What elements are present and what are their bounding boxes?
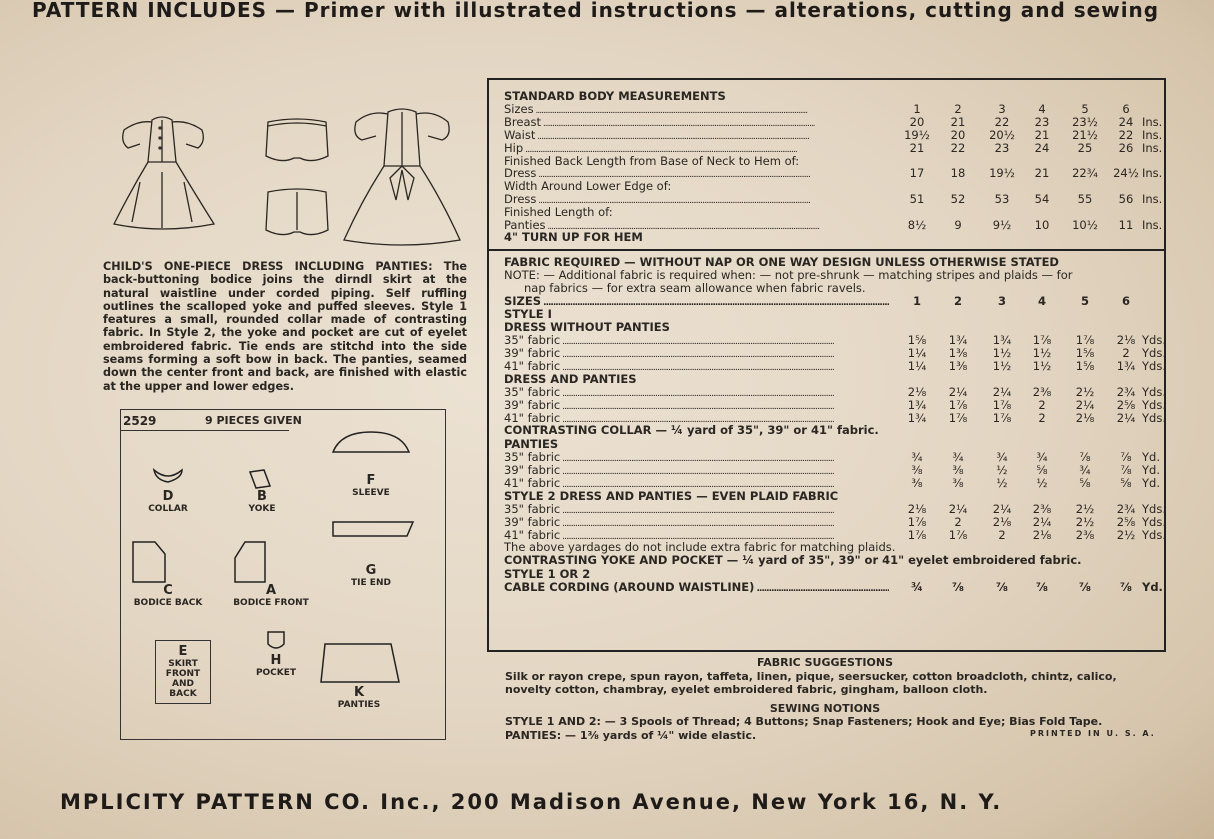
piece-letter: K [353,685,365,700]
size-1-value: 2⅛ [907,385,927,400]
table-note: nap fabrics — for extra seam allowance when fabric ravels. [524,280,866,295]
table-row [504,477,1164,490]
piece-name: POCKET [255,668,297,678]
size-5-value: 2½ [1075,514,1095,529]
size-3-value: ½ [996,475,1008,490]
size-2-value: 1⅜ [948,346,968,361]
piece-shape-icon [331,430,415,474]
size-6-value: ⅞ [1120,463,1132,478]
size-3-value: 1⅞ [992,410,1012,425]
size-2-value: 20 [950,127,966,142]
size-6-value: 26 [1118,140,1134,155]
table-row [504,451,1164,464]
pattern-piece-h [251,630,301,678]
size-4-value: ½ [1036,475,1048,490]
size-6-value: 24½ [1113,166,1139,181]
section-heading: STYLE 1 OR 2 [504,566,591,581]
row-label: 39" fabric ..... [504,464,889,479]
unit-label: Yd. [1142,580,1163,595]
size-2-value: 1⅞ [948,410,968,425]
piece-shape-icon [231,540,315,584]
size-4-value: 2⅜ [1032,385,1052,400]
table-row [504,347,1164,360]
size-4-value: 4 [1037,293,1046,308]
unit-label: Ins. [1142,217,1163,232]
size-6-value: 6 [1122,102,1130,117]
sewing-notions-title: SEWING NOTIONS [769,701,881,715]
table-row [504,581,1164,594]
size-2-value: 1⅞ [948,527,968,542]
table-row [504,295,1164,308]
size-6-value: 2¼ [1116,410,1136,425]
unit-label: Ins. [1142,140,1163,155]
table-row [504,142,1164,155]
size-4-value: 21 [1034,127,1050,142]
pattern-piece-a [231,540,311,608]
size-4-value: ¾ [1036,450,1048,465]
size-3-value: 53 [994,191,1010,206]
size-2-value: 21 [950,115,966,130]
table-row [504,129,1164,142]
size-6-value: 2¾ [1116,385,1136,400]
size-3-value: 1½ [992,346,1012,361]
row-label: 41" fabric ..... [504,477,889,492]
size-2-value: 2 [954,102,962,117]
size-1-value: 19½ [904,127,930,142]
size-6-value: ⅝ [1120,475,1132,490]
table-row [504,219,1164,232]
unit-label: Yds. [1142,397,1166,412]
size-6-value: 2⅝ [1116,514,1136,529]
size-1-value: 17 [909,166,925,181]
size-1-value: 1¼ [907,358,927,373]
size-5-value: ¾ [1079,463,1091,478]
table-note: The above yardages do not include extra fabric for matching plaids. [504,540,896,555]
fabric-suggestions-title: FABRIC SUGGESTIONS [756,656,894,669]
size-5-value: 1⅞ [1075,333,1095,348]
size-5-value: ⅝ [1079,475,1091,490]
size-3-value: ¾ [996,450,1008,465]
unit-label: Ins. [1142,115,1163,130]
size-1-value: 1⅞ [907,527,927,542]
size-6-value: 56 [1118,191,1134,206]
pattern-piece-g [331,520,411,588]
size-1-value: 1 [913,102,921,117]
size-5-value: 2¼ [1075,397,1095,412]
piece-letter: B [257,489,267,504]
row-label: 41" fabric ..... [504,529,889,544]
size-3-value: ½ [996,463,1008,478]
piece-name: PANTIES [337,700,381,710]
row-label: 39" fabric ..... [504,347,889,362]
size-5-value: 22¾ [1072,166,1098,181]
section-heading: PANTIES [504,436,559,451]
measurements-and-yardage-table [487,78,1166,652]
size-3-value: 2 [998,527,1006,542]
size-5-value: 1⅝ [1075,358,1095,373]
table-row [504,167,1164,180]
size-5-value: 5 [1081,102,1089,117]
size-1-value: 1⅝ [907,333,927,348]
size-2-value: ⅜ [952,463,964,478]
unit-label: Ins. [1142,127,1163,142]
piece-shape-icon [331,520,415,564]
size-2-value: 1⅞ [948,397,968,412]
pattern-piece-b [233,468,291,514]
unit-label: Yds. [1142,502,1166,517]
piece-letter: F [366,473,376,488]
size-3-value: 3 [997,293,1006,308]
section-heading: CONTRASTING YOKE AND POCKET — ¼ yard of 35", 39" or 41" eyelet embroidered fabric. [504,553,1082,568]
size-4-value: 1⅞ [1032,333,1052,348]
size-6-value: 11 [1118,217,1134,232]
size-6-value: 6 [1121,293,1130,308]
size-2-value: 22 [950,140,966,155]
unit-label: Ins. [1142,166,1163,181]
row-label: Panties ..... [504,219,889,234]
table-note: Width Around Lower Edge of: [504,179,672,194]
size-6-value: ⅞ [1120,580,1132,595]
row-label: 41" fabric ..... [504,360,889,375]
piece-letter: A [265,583,277,598]
size-1-value: ⅜ [911,463,923,478]
piece-letter: G [365,563,377,578]
size-6-value: ⅞ [1120,450,1132,465]
piece-name: SKIRT FRONT AND BACK [165,659,201,699]
table-row [504,386,1164,399]
size-5-value: ⅞ [1079,450,1091,465]
size-3-value: 23 [994,140,1010,155]
size-2-value: ⅜ [952,475,964,490]
section-heading: DRESS WITHOUT PANTIES [504,319,670,334]
size-3-value: 1⅞ [992,397,1012,412]
size-1-value: 1⅞ [907,514,927,529]
row-label: Dress ..... [504,167,889,182]
row-label: 41" fabric ..... [504,412,889,427]
size-4-value: 2 [1038,410,1046,425]
size-3-value: 3 [998,102,1006,117]
piece-name: BODICE BACK [133,598,203,608]
size-2-value: 2 [953,293,962,308]
size-4-value: ⅝ [1036,463,1048,478]
row-label: 39" fabric ..... [504,516,889,531]
unit-label: Ins. [1142,191,1163,206]
row-label: Sizes ..... [504,103,889,118]
piece-letter: E [178,644,188,659]
unit-label: Yds. [1142,527,1166,542]
size-1-value: 51 [909,191,925,206]
row-label: 35" fabric ..... [504,334,889,349]
size-6-value: 2⅛ [1116,333,1136,348]
unit-label: Yds. [1142,358,1166,373]
unit-label: Yds. [1142,346,1166,361]
size-4-value: 4 [1038,102,1046,117]
table-row [504,399,1164,412]
section-heading: CONTRASTING COLLAR — ¼ yard of 35", 39" or 41" fabric. [504,423,879,438]
piece-letter: D [162,489,174,504]
size-4-value: 2 [1038,397,1046,412]
section-heading: STYLE 2 DRESS AND PANTIES — EVEN PLAID FABRIC [504,488,839,503]
size-2-value: 2¼ [948,502,968,517]
row-label: 35" fabric ..... [504,503,889,518]
size-5-value: 21½ [1072,127,1098,142]
pattern-piece-f [331,430,411,498]
size-5-value: ⅞ [1079,580,1091,595]
size-3-value: ⅞ [996,580,1008,595]
size-4-value: 2¼ [1032,514,1052,529]
piece-name: COLLAR [148,504,188,514]
size-1-value: 1¾ [907,397,927,412]
size-2-value: 2¼ [948,385,968,400]
size-1-value: 1¼ [907,346,927,361]
size-1-value: ¾ [911,450,923,465]
pattern-includes-header: PATTERN INCLUDES — Primer with illustrated instructions — alterations, cutting and sewing [32,0,1160,22]
size-5-value: 2½ [1075,385,1095,400]
row-label: 35" fabric ..... [504,451,889,466]
pattern-piece-k [319,642,399,710]
size-2-value: ¾ [952,450,964,465]
size-1-value: 8½ [907,217,927,232]
table-row [504,529,1164,542]
size-2-value: 1⅜ [948,358,968,373]
table-note: NOTE: — Additional fabric is required when: — not pre-shrunk — matching stripes and plaids — for [504,268,1073,283]
row-label: 35" fabric ..... [504,386,889,401]
table-row [504,193,1164,206]
panties-illustration-bottom [262,186,332,242]
unit-label: Yd. [1142,463,1160,478]
piece-shape-icon [129,540,213,584]
size-6-value: 22 [1118,127,1134,142]
size-2-value: 1¾ [948,333,968,348]
row-label: 39" fabric ..... [504,399,889,414]
size-5-value: 2½ [1075,502,1095,517]
size-4-value: 2⅜ [1032,502,1052,517]
printed-in-usa: PRINTED IN U. S. A. [1030,729,1156,738]
size-1-value: 2⅛ [907,502,927,517]
dress-style-1-illustration [110,112,220,230]
size-2-value: ⅞ [952,580,964,595]
size-3-value: 20½ [989,127,1015,142]
panties-illustration-top [262,116,332,170]
section-heading: 4" TURN UP FOR HEM [504,230,643,245]
size-2-value: 18 [950,166,966,181]
divider [121,430,289,431]
size-3-value: 2⅛ [992,514,1012,529]
size-5-value: 2⅜ [1075,527,1095,542]
size-3-value: 9½ [992,217,1012,232]
row-label: Dress ..... [504,193,889,208]
pattern-piece-c [129,540,207,608]
size-6-value: 2⅝ [1116,397,1136,412]
row-label: CABLE CORDING (AROUND WAISTLINE) ..... [504,581,889,596]
size-3-value: 19½ [989,166,1015,181]
unit-label: Yds. [1142,333,1166,348]
table-row [504,464,1164,477]
table-note: Finished Length of: [504,204,613,219]
table-row [504,503,1164,516]
size-2-value: 9 [954,217,962,232]
size-6-value: 2 [1122,346,1130,361]
piece-letter: C [163,583,173,598]
size-1-value: 20 [909,115,925,130]
size-3-value: 2¼ [992,502,1012,517]
row-label: SIZES ..... [504,295,889,310]
size-4-value: 54 [1034,191,1050,206]
pattern-piece-e [155,640,211,704]
table-note: Finished Back Length from Base of Neck to Hem of: [504,153,800,168]
piece-name: YOKE [248,504,276,514]
size-5-value: 55 [1077,191,1093,206]
table-row [504,116,1164,129]
piece-name: BODICE FRONT [233,598,309,608]
size-4-value: 23 [1034,115,1050,130]
row-label: Waist ..... [504,129,889,144]
divider [489,249,1166,251]
piece-shape-icon [246,468,278,490]
row-label: Breast ..... [504,116,889,131]
table-row [504,516,1164,529]
size-4-value: ⅞ [1036,580,1048,595]
size-5-value: 5 [1080,293,1089,308]
size-4-value: 24 [1034,140,1050,155]
size-1-value: ⅜ [911,475,923,490]
piece-name: SLEEVE [352,488,390,498]
size-3-value: 1¾ [992,333,1012,348]
unit-label: Yds. [1142,385,1166,400]
piece-shape-icon [152,468,184,490]
table-row [504,334,1164,347]
size-4-value: 1½ [1032,346,1052,361]
size-6-value: 1¾ [1116,358,1136,373]
piece-name: TIE END [351,578,391,588]
size-6-value: 2¾ [1116,502,1136,517]
pattern-description: CHILD'S ONE-PIECE DRESS INCLUDING PANTIES: The back-buttoning bodice joins the dirndl skirt at the natural waistline under corded piping. Self ruffling outlines the scalloped yoke and puffed sleeves. Style 1 features a small, rounded collar made of contrasting fabric. In Style 2, the yoke and pocket are cut of eyelet embroidered fabric. Tie ends are stitchd into the side seams forming a soft bow in back. The panties, seamed down the center front and back, are finished with elastic at the upper and lower edges. [103,260,467,393]
pieces-count: 9 PIECES GIVEN [205,414,302,427]
sewing-notions-text: STYLE 1 AND 2: — 3 Spools of Thread; 4 Buttons; Snap Fasteners; Hook and Eye; Bias Fold Tape. PANTIES: — 1⅜ yards of ¼" wide elastic. [505,715,1103,742]
size-5-value: 23½ [1072,115,1098,130]
size-3-value: 22 [994,115,1010,130]
size-5-value: 2⅛ [1075,410,1095,425]
size-5-value: 25 [1077,140,1093,155]
size-4-value: 2⅛ [1032,527,1052,542]
section-heading: STANDARD BODY MEASUREMENTS [504,89,726,103]
pattern-piece-d [139,468,197,514]
size-1-value: ¾ [911,580,923,595]
size-1-value: 1 [912,293,921,308]
size-2-value: 2 [954,514,962,529]
unit-label: Yd. [1142,450,1160,465]
section-heading: DRESS AND PANTIES [504,371,637,386]
size-4-value: 21 [1034,166,1050,181]
section-heading: FABRIC REQUIRED — WITHOUT NAP OR ONE WAY DESIGN UNLESS OTHERWISE STATED [504,254,1059,269]
size-5-value: 10½ [1072,217,1098,232]
size-2-value: 52 [950,191,966,206]
size-6-value: 2½ [1116,527,1136,542]
publisher-address: MPLICITY PATTERN CO. Inc., 200 Madison Avenue, New York 16, N. Y. [60,790,1003,814]
unit-label: Yds. [1142,514,1166,529]
size-5-value: 1⅝ [1075,346,1095,361]
row-label: Hip ..... [504,142,889,157]
unit-label: Yds. [1142,410,1166,425]
section-heading: STYLE I [504,306,552,321]
table-row [504,360,1164,373]
size-4-value: 10 [1034,217,1050,232]
size-3-value: 1½ [992,358,1012,373]
fabric-suggestions-text: Silk or rayon crepe, spun rayon, taffeta, linen, pique, seersucker, cotton broadcloth, chintz, calico, novelty cotton, chambray, eyelet embroidered fabric, gingham, balloon cloth. [505,669,1117,696]
table-row [504,412,1164,425]
unit-label: Yd. [1142,475,1160,490]
dress-style-2-back-illustration [340,104,464,246]
pattern-pieces-diagram [120,409,446,740]
piece-shape-icon [264,630,288,654]
size-1-value: 21 [909,140,925,155]
table-row [504,103,1164,116]
pattern-number: 2529 [123,414,157,428]
size-6-value: 24 [1118,115,1134,130]
size-1-value: 1¾ [907,410,927,425]
size-3-value: 2¼ [992,385,1012,400]
piece-shape-icon [319,642,403,686]
piece-letter: H [270,653,282,668]
size-4-value: 1½ [1032,358,1052,373]
